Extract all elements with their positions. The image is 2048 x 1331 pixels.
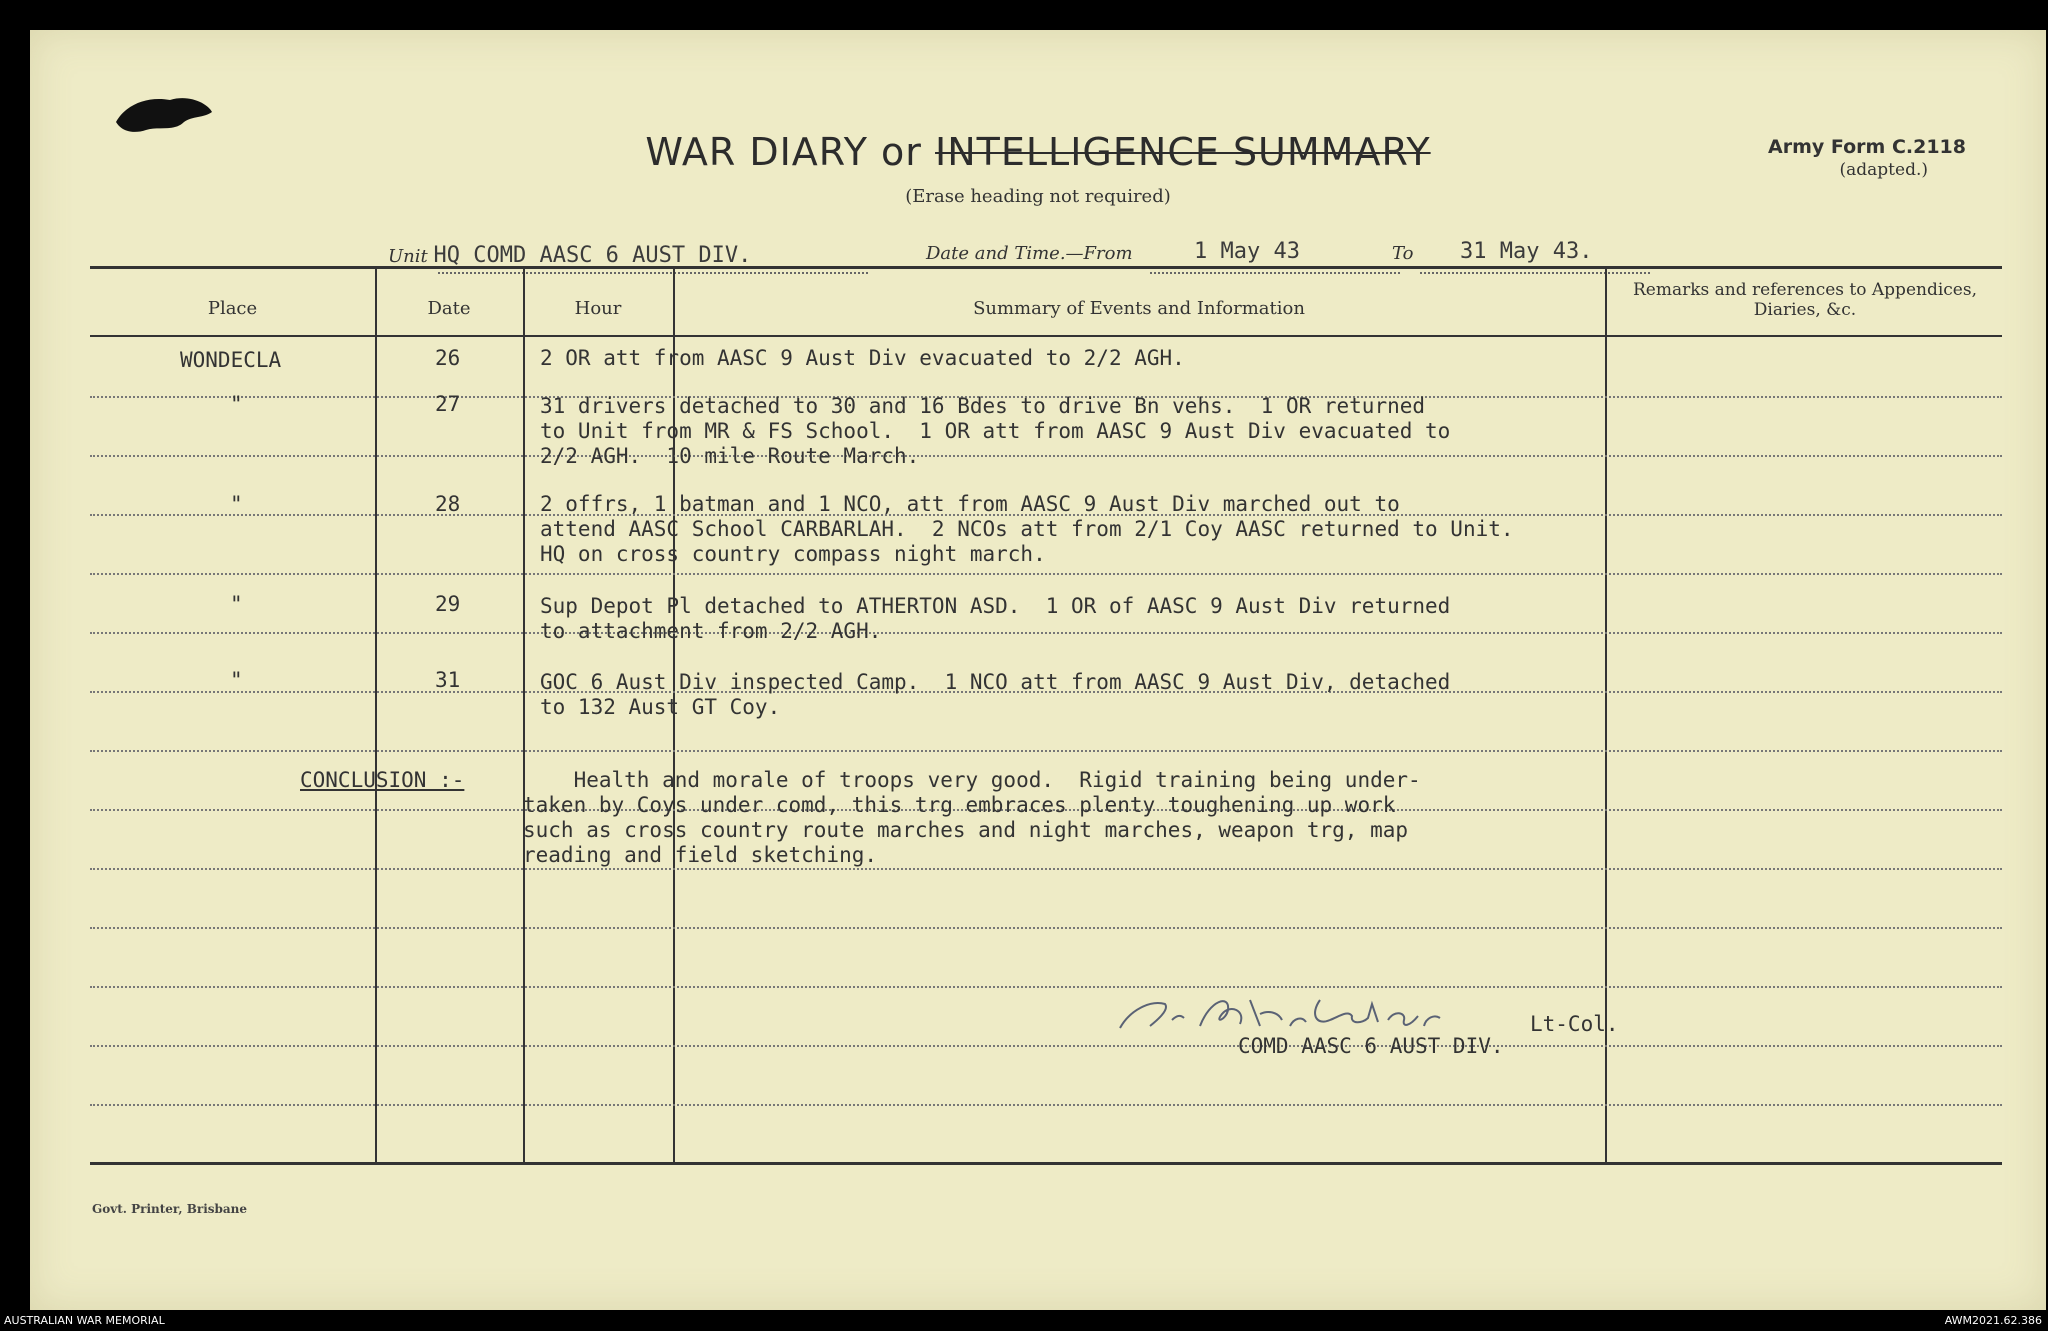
date-label: Date and Time.—From	[926, 243, 1133, 264]
erase-note: (Erase heading not required)	[905, 186, 1171, 207]
table-row-date: 31	[435, 668, 461, 692]
conclusion-label: CONCLUSION :-	[300, 768, 465, 792]
table-row-summary: 31 drivers detached to 30 and 16 Bdes to drive Bn vehs. 1 OR returned to Unit from MR & FS School. 1 OR att from AASC 9 Aust Div evacuated to 2/2 AGH. 10 mile Route March.	[540, 394, 1451, 468]
date-to-value: 31 May 43.	[1460, 239, 1593, 264]
table-row-summary: GOC 6 Aust Div inspected Camp. 1 NCO att from AASC 9 Aust Div, detached to 132 Aust GT Coy.	[540, 670, 1451, 719]
unit-field	[388, 243, 751, 268]
army-form-note: (adapted.)	[1839, 160, 1928, 180]
handwritten-signature	[1110, 970, 1450, 1040]
table-row-date: 27	[435, 392, 461, 416]
conclusion-text: Health and morale of troops very good. Rigid training being under- taken by Coys under comd, this trg embraces plenty toughening up work such as cross country route marches and night marches, weapon trg, map reading and field sketching.	[523, 768, 1421, 867]
date-to-field	[1392, 243, 1413, 264]
header-hour: Hour	[574, 298, 622, 319]
header-summary: Summary of Events and Information	[973, 298, 1305, 319]
table-bottom-rule	[90, 1162, 2002, 1165]
col-divider	[523, 266, 525, 1162]
table-row-place: "	[230, 392, 243, 416]
army-form-number: Army Form C.2118	[1768, 136, 1966, 158]
signature-title: COMD AASC 6 AUST DIV.	[1238, 1034, 1504, 1058]
date-from-field	[926, 243, 1133, 264]
unit-value: HQ COMD AASC 6 AUST DIV.	[433, 243, 752, 268]
table-row-summary: 2 OR att from AASC 9 Aust Div evacuated to 2/2 AGH.	[540, 346, 1185, 370]
col-divider	[375, 266, 377, 1162]
header-remarks: Remarks and references to Appendices, Diaries, &c.	[1633, 280, 1977, 320]
printer-note: Govt. Printer, Brisbane	[92, 1202, 248, 1216]
army-form-label	[1768, 136, 1966, 180]
header-place: Place	[207, 298, 258, 319]
title-struck: INTELLIGENCE SUMMARY	[935, 130, 1431, 174]
table-row-place: "	[230, 492, 243, 516]
header-date: Date	[427, 298, 471, 319]
svg-text:G.M. Fisher Capt for: G.M. Fisher Capt for	[1110, 970, 1121, 971]
title-main: WAR DIARY or	[645, 130, 922, 174]
table-row-place: "	[230, 592, 243, 616]
archive-caption-right: AWM2021.62.386	[1944, 1314, 2042, 1327]
table-row-date: 26	[435, 346, 461, 370]
to-label: To	[1392, 243, 1414, 264]
table-row-summary: 2 offrs, 1 batman and 1 NCO, att from AASC 9 Aust Div marched out to attend AASC School CARBARLAH. 2 NCOs att from 2/1 Coy AASC returned to Unit. HQ on cross country compass night march.	[540, 492, 1514, 566]
table-row-date: 28	[435, 492, 461, 516]
table-row-place: WONDECLA	[180, 348, 282, 372]
date-from-value: 1 May 43	[1194, 239, 1300, 264]
diary-page	[30, 30, 2046, 1310]
page-title	[30, 130, 2046, 174]
signature-rank: Lt-Col.	[1530, 1012, 1619, 1036]
table-row-date: 29	[435, 592, 461, 616]
archive-caption-left: AUSTRALIAN WAR MEMORIAL	[4, 1314, 165, 1327]
table-row-place: "	[230, 668, 243, 692]
table-row-summary: Sup Depot Pl detached to ATHERTON ASD. 1 OR of AASC 9 Aust Div returned to attachment from 2/2 AGH.	[540, 594, 1451, 643]
unit-label: Unit	[388, 246, 428, 267]
